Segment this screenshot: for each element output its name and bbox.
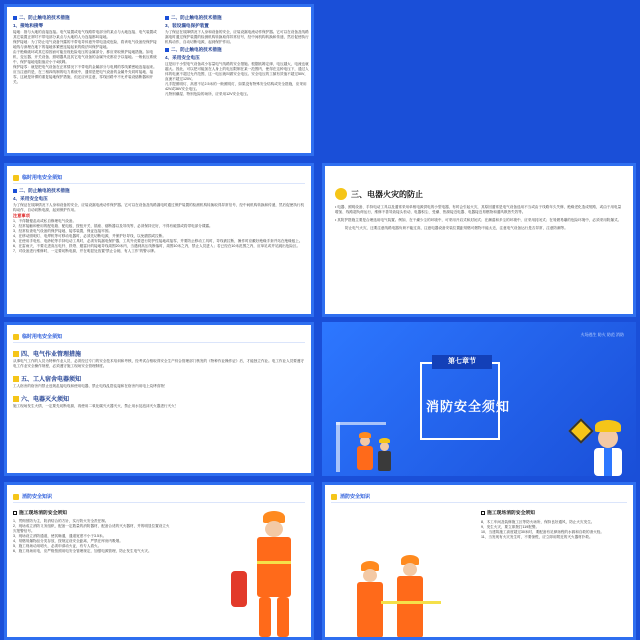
slide1-r-p2: 这是用于小型电气设备或小容量电气线路的安全措施。根据欧姆定律，电压越大，电流也就越大。因此，可以把可能加在人身上的电压限制在某一范围内，使得在这种电压下，通过人体的电流不超过允许范围，这一电压就叫做安全电压。安全电压的工频有效值不超过50V，直流不超过120V。 xyxy=(165,62,309,81)
slide1-left-col xyxy=(13,13,159,145)
warning-icon xyxy=(13,494,19,500)
slide-electric-protection[interactable] xyxy=(4,4,314,156)
slide3-bullet-3: 防止电气火灾，还要注意线路电器负荷不能过高，注意电器设备安装位置距易燃可燃物不能太近，注意电气设备运行是否异常，注意防潮等。 xyxy=(345,226,568,230)
slide2-h1: 二、防止触电的技术措施 xyxy=(13,188,305,194)
slide1-p4: 保护接零：就是把电气设备在正常情况下不带电的金属部分与电网的零线紧密地连接起来。应当注意的是，在三相四线制的电力系统中，通常是把电气设备的金属外壳同时接地、接零，这就是所谓的重复接地保护措施，但还应该注意，零线回路中不允许装设熔断器和开关。 xyxy=(13,65,157,84)
slide1-r-h1: 二、防止触电的技术措施 xyxy=(165,15,311,21)
slide3-bullet-1: • 电器、照明设备、手持电动工具以及通常采用单相电源供电的小型电器，有时会引起火灾，其原因通常是电气设备选用不当或由于线路年久失修，绝缘老化造成短路，或由于用电量增加、线路超负荷运行，维修不善导致接头松动，电器积尘、受潮、热源接近电器、电器接近易燃物和通风散热失效等。 xyxy=(335,205,622,214)
slide1-h1: 二、防止触电的技术措施 xyxy=(13,15,159,21)
slide-fire-safety-2[interactable] xyxy=(322,482,636,640)
firefighters-group-illustration xyxy=(351,551,451,640)
slide3-bullet-2: • 其防护措施主要是合理选用电气装置。例如，在干燥少尘的环境中，可采用开启式和封闭式；在潮湿和多尘的环境中，应采用封闭式；在易燃易爆的危险环境中，必须采用防爆式。 xyxy=(335,218,622,222)
slide2-h2: 4、采用安全电压 xyxy=(13,196,48,201)
slide6-content xyxy=(13,509,173,629)
slide3-title: 三、电器火灾的防止 xyxy=(351,189,423,199)
slide6-list-title: 施工现场消防安全须知 xyxy=(13,509,173,516)
worker-mascot-illustration xyxy=(572,412,632,476)
chapter-slide[interactable] xyxy=(322,322,636,476)
crane-illustration xyxy=(332,412,402,472)
slide1-p3: 由于绝缘破坏或其它原因而可能呈现危险电压的金属部分，都应采取保护接地措施。如电机、变压器、开关设备、照明器具及其它电气设备的金属外壳都应予以接地。一般低压系统中，保护接地电阻值应小于4欧姆。 xyxy=(13,50,157,64)
slide4-sec6-body: 施工现场发生火情，一定要先切断电源，再使用二氧化碳灭火器灭火，禁止用水及泡沫灭火器进行灭火！ xyxy=(13,404,179,408)
slide1-r-h1b: 二、防止触电的技术措施 xyxy=(165,47,311,53)
firefighter-illustration xyxy=(213,511,313,640)
slide6-item-2: 2、现场成立消防义务组织，配备一定数量的消防器材，配备合适的灭火器材，并的明显位置设立火灾报警信号。 xyxy=(13,524,170,533)
slide6-item-6: 6、施工现场用电，应严格按照用电安全管理规定，加强电源管理，防止发生电气火灾。 xyxy=(13,549,152,553)
slide-fire-safety-1[interactable] xyxy=(4,482,314,640)
slide4-sec5-title: 五、工人宿舍电器须知 xyxy=(13,374,305,383)
slide7-content xyxy=(481,509,627,629)
fire-icon xyxy=(335,188,347,200)
slide2-note-2: 2、经常接触和使用的配电箱、配电板、按钮开关、插座、熔断器以及导线等，必须保持完好，不得有破损或将带电部分裸露。 xyxy=(13,224,213,228)
warning-icon xyxy=(331,494,337,500)
slide6-item-1: 1、贯彻预防为主，防消结合的方针，实行防火安全责任制。 xyxy=(13,519,109,523)
slide2-note-5: 5、在使用手电钻、电砂轮等手持电动工具时，必须安装漏电保护器，工具外壳要进行防护性接地或接零，并要防止移动工具时，导线被拉断，操作时应戴好绝缘手套并站在绝缘板上。 xyxy=(13,239,303,243)
slide-fire-prevention[interactable] xyxy=(322,163,636,317)
slide1-r-p3: 凡手提照明灯、高度不足2.5米的一般照明灯，如果没有特殊安全结构或安全措施，应采用42V或36V安全电压。 xyxy=(165,82,307,91)
warning-icon xyxy=(13,334,19,340)
slide3-content xyxy=(335,188,623,306)
slide6-header: 消防安全知识 xyxy=(13,491,305,503)
slide7-item-3: 10、当建筑施工高度超过30米时，要配备有足够扬程的水源和自救的消火栓。 xyxy=(481,530,604,534)
slide2-notes-title: 注意事项 xyxy=(13,213,30,218)
slide2-note-1: 1、不得随便乱动或私自修理电气设备。 xyxy=(13,219,77,223)
chapter-top-text: 火场逃生 防火 防范 消防 xyxy=(580,332,624,337)
slide4-sec6-title: 六、电器灭火须知 xyxy=(13,394,305,403)
slide2-note-6: 6、在雷雨天，不要走进高压电杆、铁塔、避雷针的接地导线周围20米内，当遇到高压线断落时，周围10米之内，禁止人员进入；若已经在10米范围之内，应单足或并足跳出危险区。 xyxy=(13,244,301,248)
slide1-r-h2: 3、装设漏电保护装置 xyxy=(165,23,209,28)
chapter-label: 第七章节 xyxy=(432,355,492,369)
slide2-header: 临时用电安全须知 xyxy=(13,172,305,184)
slide6-item-4: 4、易燃易爆物品分类存放，按规定设安全距离，严禁在库房内吸烟。 xyxy=(13,539,123,543)
slide1-r-h2b: 4、采用安全电压 xyxy=(165,55,200,60)
chapter-title: 消防安全须知 xyxy=(426,399,511,414)
slide2-note-4: 4、在移动照明灯、电焊机等可移动电器时，必须先切断电源，并保护好导线，以免磨损或拉断。 xyxy=(13,234,166,238)
slide7-item-4: 11、当发现有火灾发生时，不要惊慌，应立即用附近的灭火器材扑救。 xyxy=(481,535,593,539)
warning-icon xyxy=(13,175,19,181)
slide1-r-p1: 为了保证在故障情况下人身和设备的安全，应装设漏电流动作保护器。它可以在设备及线路漏电时通过保护装置的检测机构转换取得异常信号，经中间机构转换和传递，然后促使执行机构动作，自动切断电源，起到保护作用。 xyxy=(165,30,309,44)
slide7-item-2: 9、发生火灾，要立即拨打119报警。 xyxy=(481,525,540,529)
slide3-header xyxy=(331,172,627,184)
slide3-title-row xyxy=(335,188,623,200)
slide-safe-voltage[interactable] xyxy=(4,163,314,317)
slide-management[interactable] xyxy=(4,322,314,476)
slide2-note-3: 3、经常检查电气设备的保护接地、接零装置，保证连接牢固。 xyxy=(13,229,113,233)
slide4-sec5-body: 工人宿舍的宿舍内禁止违规乱接电线和使用电器，禁止电线乱搭乱接和在宿舍内用电上烧烤食物！ xyxy=(13,384,168,388)
slide7-list-title: 施工现场消防安全须知 xyxy=(481,509,627,516)
slide1-p1: 接地：指与大地的直接连接。电气装置或电气线路带电部分的某点与大地连接、电气装置或其它装置正常时不带电部分某点与大地的人为连接都叫接地。 xyxy=(13,30,157,39)
slide6-item-3: 3、现场设立消防通道，使其畅通，通道宽度不小于3.5米。 xyxy=(13,534,107,538)
slide2-body: 为了保证在故障情况下人身和设备的安全，应装设漏电流动作保护器。它可以在设备及线路漏电时通过保护装置的检测机构转换取得异常信号，经中间机构转换和传递，然后促使执行机构动作，自动切断电源，起到保护作用。 xyxy=(13,203,305,212)
slide1-r-p4: 凡特别潮湿、特别危险的场所，应采用12V安全电压。 xyxy=(165,92,251,96)
slide4-sec4-body: 从事电气工作的人员为特种作业人员，必须经过专门的安全技术培训和考核，经考试合格取得安全生产综合管理部门核发的《特种作业操作证》后，才能独立作业。电工作业人员要遵守电工作业安全操作规程，必须遵守施工现场安全管理制度。 xyxy=(13,359,305,368)
slide7-item-1: 8、木工车间及装修施工区等防火场所，保持良好通风，防止火灾发生。 xyxy=(481,520,595,524)
slide4-sec4-title: 四、电气作业管理措施 xyxy=(13,349,305,358)
slide1-right-col xyxy=(165,13,311,145)
slide1-h2: 1、接地和接零 xyxy=(13,23,44,28)
slide1-p2: 保护接地：为了防止电气设备外露的不带电导体意外带电造成危险，将该电气设备经保护接地线与深埋在地下的接地体紧密连接起来的做法叫保护接地。 xyxy=(13,40,157,49)
slide6-item-5: 5、施工现场动用明火，必须申请动火证，有专人看火。 xyxy=(13,544,102,548)
slide4-content xyxy=(13,347,305,465)
slide2-note-7: 7、对设备进行维修时，一定要切断电源，并在明显处放置“禁止合闸，有人工作”的警示牌。 xyxy=(13,249,158,253)
slide7-header: 消防安全知识 xyxy=(331,491,627,503)
slide2-content xyxy=(13,186,305,306)
slide4-header: 临时用电安全须知 xyxy=(13,331,305,343)
